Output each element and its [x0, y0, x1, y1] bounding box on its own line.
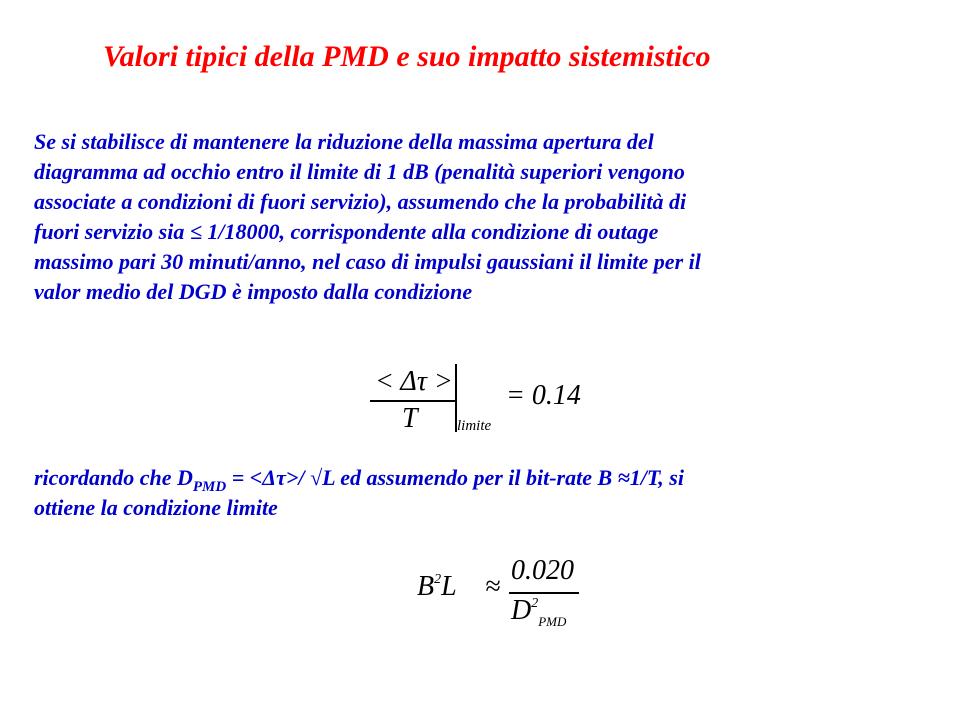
formula-numerator: 0.020: [511, 555, 574, 586]
paragraph-line: ottiene la condizione limite: [34, 495, 278, 520]
formula-lhs: [417, 571, 457, 603]
conclusion-paragraph: [34, 463, 934, 523]
slide-title: Valori tipici della PMD e suo impatto sistemistico: [103, 40, 711, 73]
paragraph-line: Se si stabilisce di mantenere la riduzione della massima apertura del: [34, 129, 654, 154]
lhs-base: B: [417, 571, 435, 602]
formula-subscript: limite: [457, 418, 492, 434]
fraction-bar: [509, 592, 579, 594]
text-run: = <Δτ>/ √L ed assumendo per il bit-rate B ≈1/T, si: [226, 465, 684, 490]
fraction-bar: [370, 400, 456, 402]
paragraph-line: associate a condizioni di fuori servizio), assumendo che la probabilità di: [34, 189, 687, 214]
pmd-subscript: PMD: [192, 479, 227, 495]
denominator-exponent: 2: [531, 596, 539, 611]
paragraph-line: diagramma ad occhio entro il limite di 1 dB (penalità superiori vengono: [34, 159, 685, 184]
formula-rhs: = 0.14: [506, 380, 581, 411]
approx-symbol: ≈: [485, 571, 501, 602]
paragraph-line: valor medio del DGD è imposto dalla condizione: [34, 279, 473, 304]
bitrate-limit-formula: [415, 555, 615, 635]
lhs-tail: L: [441, 571, 457, 602]
formula-denominator: T: [402, 403, 418, 434]
formula-denominator: [511, 595, 566, 627]
paragraph-line: [34, 463, 934, 493]
intro-paragraph: [34, 127, 934, 307]
dgd-limit-formula: [360, 360, 610, 440]
paragraph-line: fuori servizio sia ≤ 1/18000, corrispondente alla condizione di outage: [34, 219, 659, 244]
lhs-exponent: 2: [434, 572, 442, 587]
formula-numerator: < Δτ >: [375, 366, 453, 397]
denominator-base: D: [511, 595, 532, 626]
denominator-subscript: PMD: [538, 614, 567, 629]
text-run: ricordando che D: [34, 465, 193, 490]
paragraph-line: massimo pari 30 minuti/anno, nel caso di impulsi gaussiani il limite per il: [34, 249, 701, 274]
